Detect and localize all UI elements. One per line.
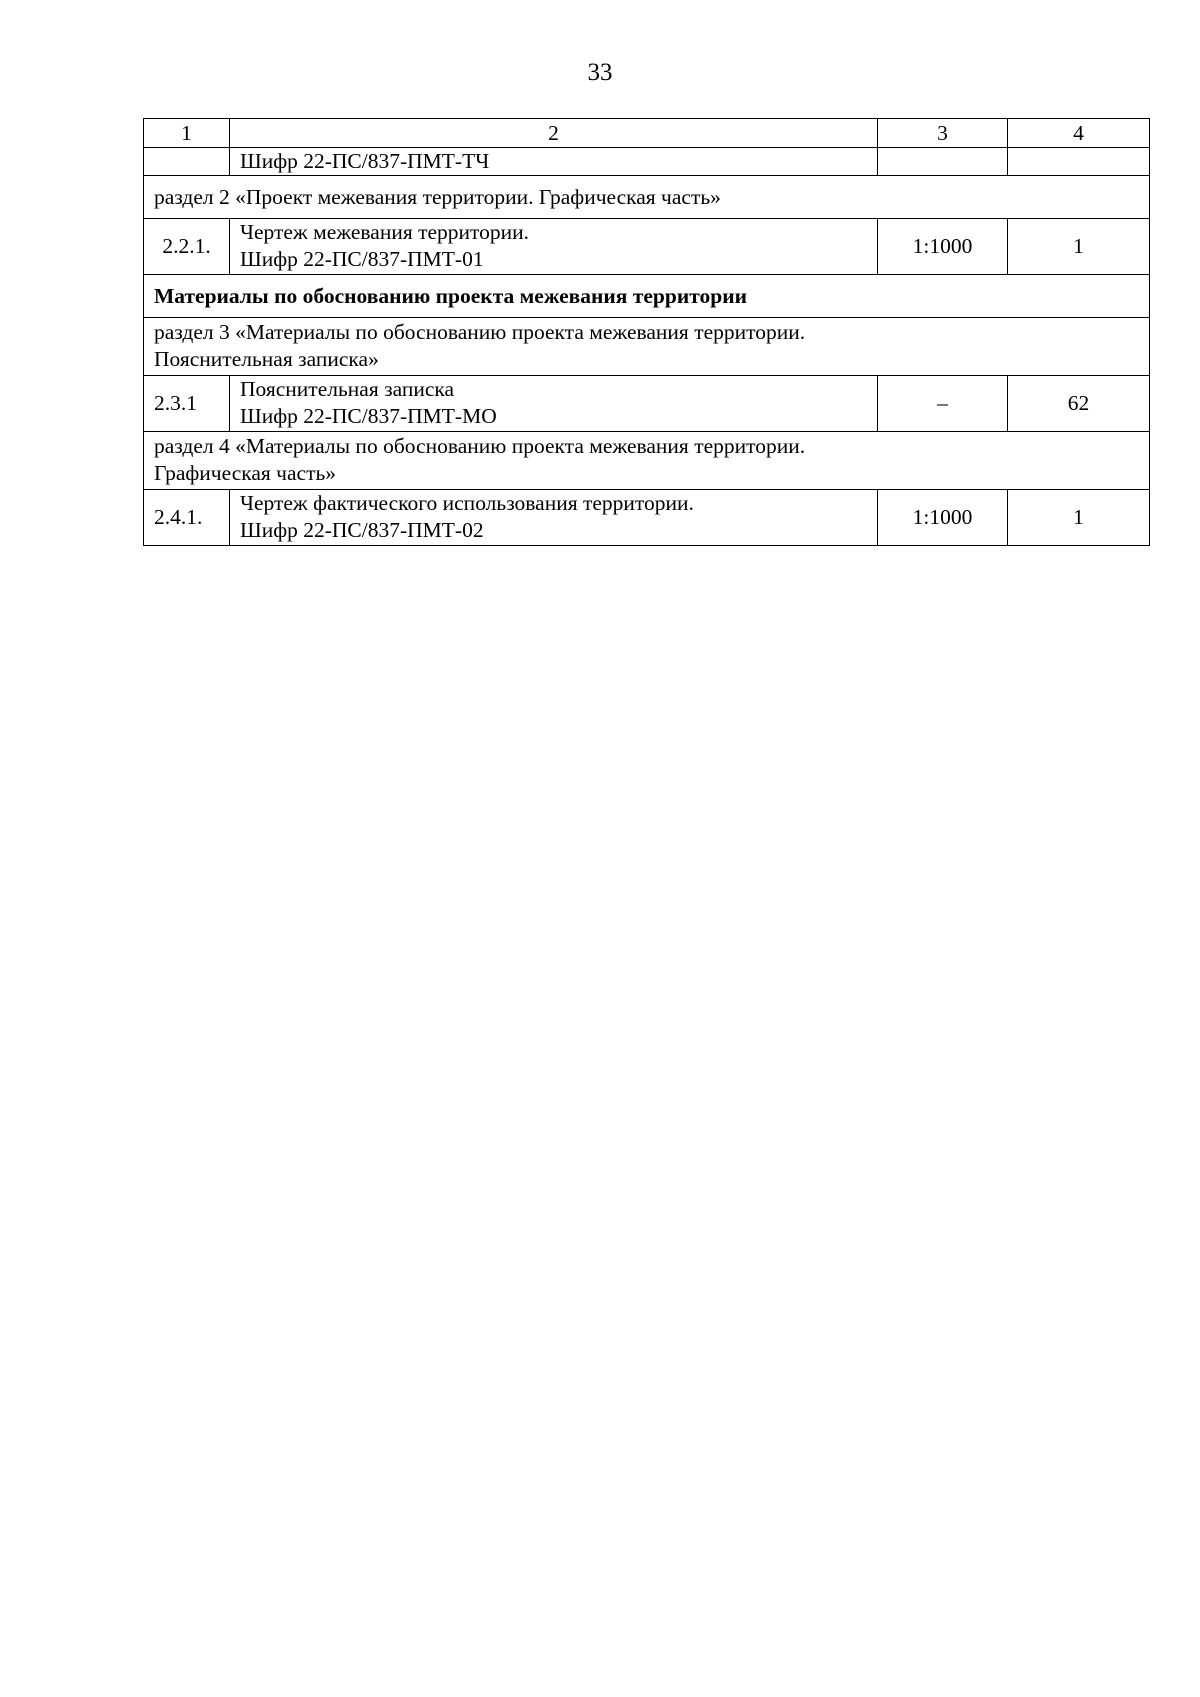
table-row-2-2-1 — [144, 219, 1150, 275]
heading-row-materials — [144, 275, 1150, 318]
title-line-1: Чертеж межевания территории. — [240, 220, 530, 244]
header-cell-1: 1 — [144, 119, 230, 148]
cell-number: 2.4.1. — [144, 490, 230, 546]
title-line-2: Шифр 22-ПС/837-ПМТ-01 — [240, 247, 484, 271]
header-cell-2: 2 — [230, 119, 878, 148]
cell-count: 1 — [1008, 219, 1150, 275]
section-row-3 — [144, 318, 1150, 376]
cell-scale: 1:1000 — [878, 490, 1008, 546]
cell-title: Шифр 22-ПС/837-ПМТ-ТЧ — [230, 148, 878, 176]
title-line-2: Шифр 22-ПС/837-ПМТ-02 — [240, 518, 484, 542]
title-line-2: Шифр 22-ПС/837-ПМТ-МО — [240, 404, 497, 428]
section-title: раздел 2 «Проект межевания территории. Графическая часть» — [144, 176, 1150, 219]
table-row-2-4-1 — [144, 490, 1150, 546]
cell-title — [230, 219, 878, 275]
page-number: 33 — [587, 59, 613, 86]
cell-number: 2.3.1 — [144, 376, 230, 432]
heading-title: Материалы по обоснованию проекта межевания территории — [144, 275, 1150, 318]
title-line-1: Пояснительная записка — [240, 377, 455, 401]
title-line-1: Чертеж фактического использования территории. — [240, 491, 694, 515]
section-title-line-1: раздел 3 «Материалы по обоснованию проекта межевания территории. — [154, 320, 806, 344]
section-title-line-2: Пояснительная записка» — [154, 347, 379, 371]
header-cell-4: 4 — [1008, 119, 1150, 148]
cell-count: 62 — [1008, 376, 1150, 432]
section-title-line-2: Графическая часть» — [154, 461, 337, 485]
cell-title — [230, 376, 878, 432]
section-title — [144, 318, 1150, 376]
cell-number: 2.2.1. — [144, 219, 230, 275]
cell-title — [230, 490, 878, 546]
section-row-2 — [144, 176, 1150, 219]
header-cell-3: 3 — [878, 119, 1008, 148]
cell-count — [1008, 148, 1150, 176]
table-row-2-3-1 — [144, 376, 1150, 432]
section-title — [144, 432, 1150, 490]
cell-count: 1 — [1008, 490, 1150, 546]
table-header-row — [144, 119, 1150, 148]
cell-number — [144, 148, 230, 176]
section-title-line-1: раздел 4 «Материалы по обоснованию проекта межевания территории. — [154, 434, 806, 458]
cell-scale: – — [878, 376, 1008, 432]
cell-scale — [878, 148, 1008, 176]
cell-scale: 1:1000 — [878, 219, 1008, 275]
document-table — [143, 118, 1150, 546]
section-row-4 — [144, 432, 1150, 490]
table-row-continuation — [144, 148, 1150, 176]
